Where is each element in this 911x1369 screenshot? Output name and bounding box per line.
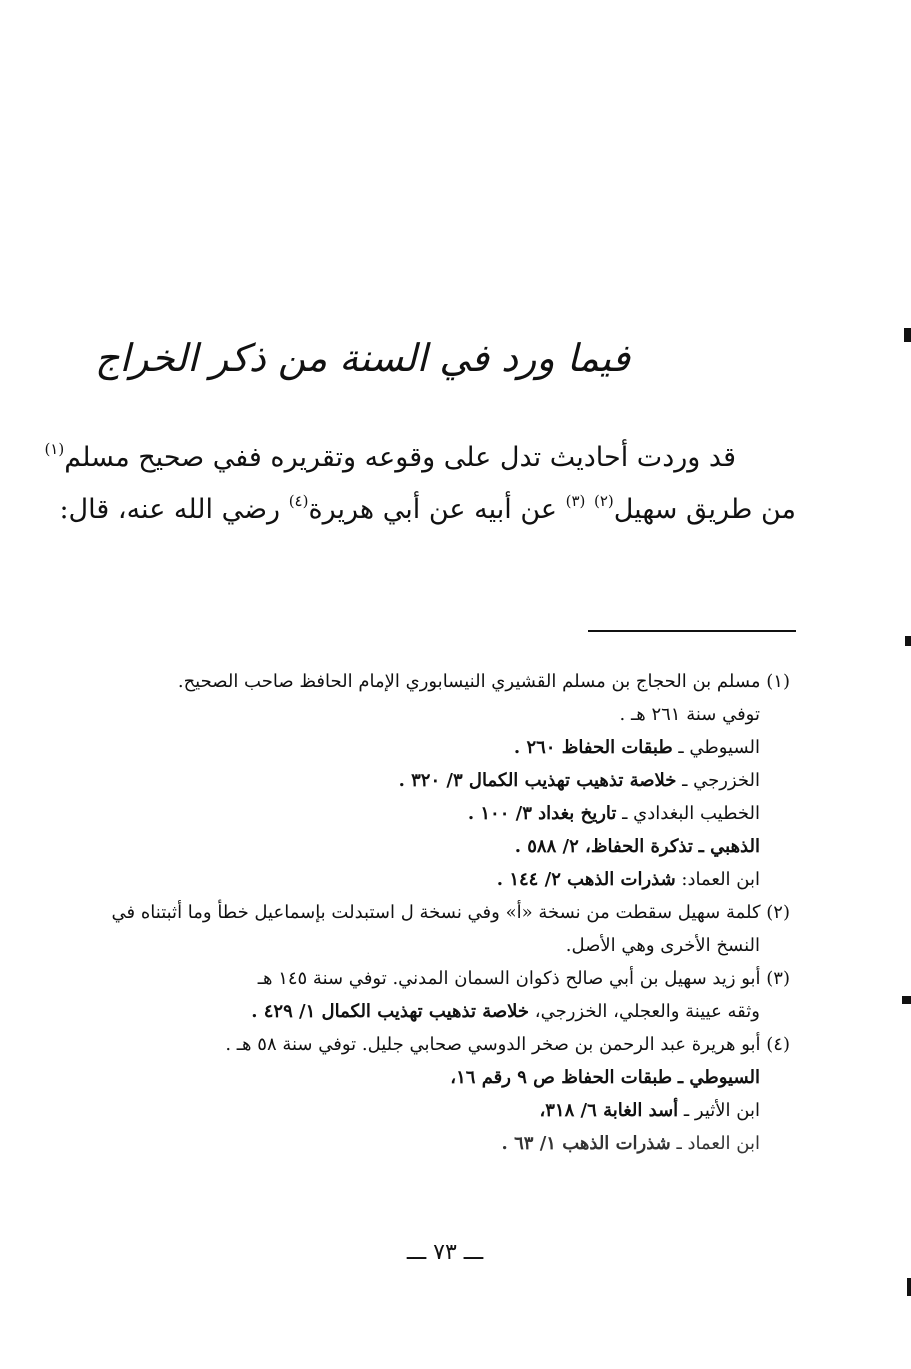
footnote-source: [90, 797, 790, 830]
source-author: ابن العماد:: [681, 869, 760, 890]
source-author: السيوطي ـ: [677, 1067, 760, 1088]
footnote-marker: (٢): [593, 492, 614, 510]
scan-edge-mark: [904, 328, 911, 342]
footnote-source: [90, 764, 790, 797]
footnotes-section: [90, 665, 790, 1160]
footnote-source: [90, 995, 790, 1028]
source-title: شذرات الذهب ٢/ ١٤٤ .: [496, 869, 676, 890]
source-author: الخزرجي ـ: [682, 770, 760, 791]
scan-edge-mark: [902, 996, 911, 1004]
source-title: طبقات الحفاظ ٢٦٠ .: [513, 737, 673, 758]
footnote-source: [90, 863, 790, 896]
body-line: [44, 432, 796, 484]
source-title: تذكرة الحفاظ، ٢/ ٥٨٨ .: [514, 836, 693, 857]
footnote-marker: (١): [44, 440, 65, 458]
body-text-segment: قد وردت أحاديث تدل على وقوعه وتقريره ففي صحيح مسلم: [64, 442, 736, 473]
body-line: [59, 484, 796, 536]
scan-edge-mark: [905, 636, 911, 646]
source-author: وثقه عيينة والعجلي، الخزرجي،: [534, 1001, 760, 1022]
source-title: تاريخ بغداد ٣/ ١٠٠ .: [467, 803, 617, 824]
footnote-marker: (٣): [565, 492, 586, 510]
source-author: ابن العماد ـ: [676, 1133, 760, 1154]
footnote-source: [90, 1094, 790, 1127]
footnote-line: (٣) أبو زيد سهيل بن أبي صالح ذكوان السمان المدني. توفي سنة ١٤٥ هـ: [257, 968, 790, 989]
source-title: شذرات الذهب ١/ ٦٣ .: [501, 1133, 671, 1154]
source-title: خلاصة تذهيب تهذيب الكمال ١/ ٤٢٩ .: [251, 1001, 530, 1022]
source-title: خلاصة تذهيب تهذيب الكمال ٣/ ٣٢٠ .: [398, 770, 677, 791]
footnote-separator: [588, 630, 796, 632]
source-author: الذهبي ـ: [698, 836, 760, 857]
footnote-line: (٢) كلمة سهيل سقطت من نسخة «أ» وفي نسخة ل استبدلت بإسماعيل خطأ وما أثبتناه في: [111, 902, 790, 923]
source-author: الخطيب البغدادي ـ: [622, 803, 760, 824]
footnote-line: النسخ الأخرى وهي الأصل.: [565, 935, 760, 956]
scan-edge-mark: [907, 1278, 911, 1296]
page-number: ـــ ٧٣ ـــ: [406, 1240, 484, 1265]
chapter-heading: فيما ورد في السنة من ذكر الخراج: [95, 336, 630, 380]
body-text-segment: عن أبيه عن أبي هريرة: [308, 494, 557, 525]
footnote-source: [90, 731, 790, 764]
footnote-marker: (٤): [288, 492, 309, 510]
source-author: ابن الأثير ـ: [683, 1100, 760, 1121]
footnote-line: توفي سنة ٢٦١ هـ .: [619, 704, 760, 725]
source-title: أسد الغابة ٦/ ٣١٨،: [539, 1100, 679, 1121]
footnote-source: [90, 1127, 790, 1160]
source-author: السيوطي ـ: [678, 737, 760, 758]
body-paragraph: [44, 432, 796, 536]
footnote-source: [90, 1061, 790, 1094]
body-text-segment: من طريق سهيل: [613, 494, 796, 525]
source-title: طبقات الحفاظ ص ٩ رقم ١٦،: [450, 1067, 673, 1088]
footnote-source: [90, 830, 790, 863]
footnote-line: (٤) أبو هريرة عبد الرحمن بن صخر الدوسي صحابي جليل. توفي سنة ٥٨ هـ .: [225, 1034, 790, 1055]
body-text-segment: رضي الله عنه، قال:: [59, 494, 281, 525]
footnote-line: (١) مسلم بن الحجاج بن مسلم القشيري النيسابوري الإمام الحافظ صاحب الصحيح.: [177, 671, 790, 692]
